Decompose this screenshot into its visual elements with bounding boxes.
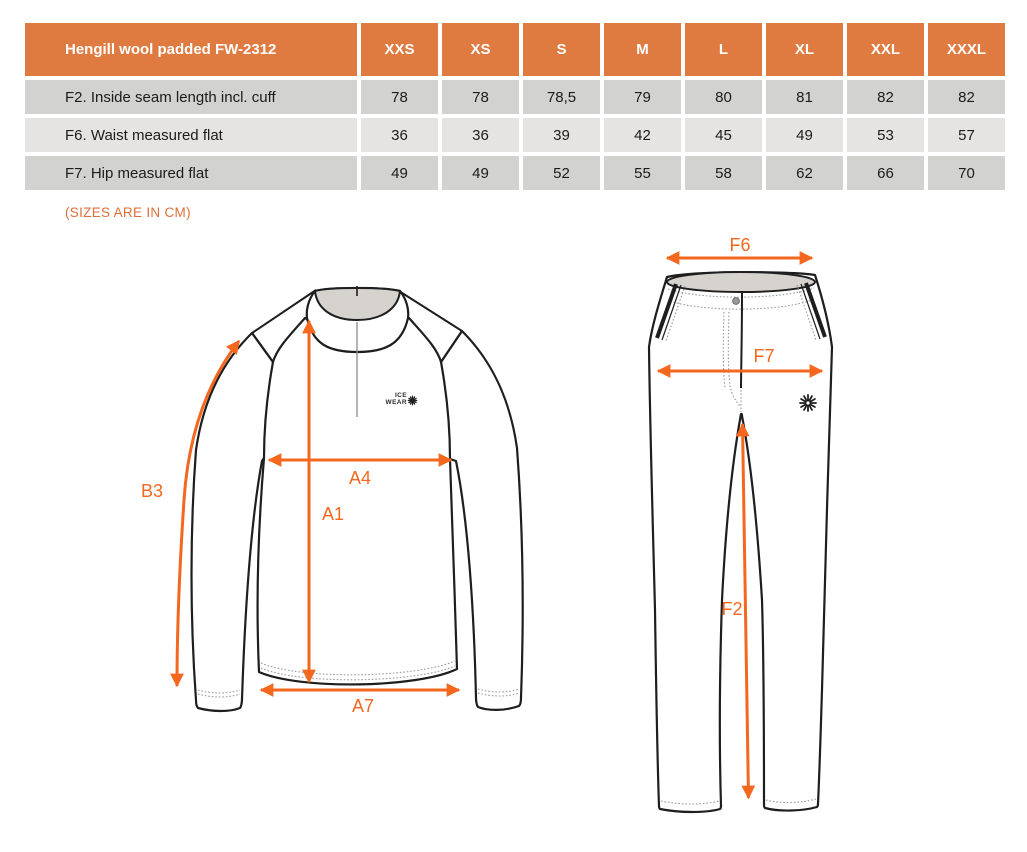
measurement-value: 55	[604, 156, 681, 190]
measurement-value: 36	[361, 118, 438, 152]
logo-line1: ICE	[394, 392, 407, 399]
table-title: Hengill wool padded FW-2312	[25, 23, 357, 76]
measurement-row-label: F6. Waist measured flat	[25, 118, 357, 152]
a1-label: A1	[321, 504, 345, 524]
a4-label: A4	[348, 468, 372, 488]
measurement-value: 66	[847, 156, 924, 190]
measurement-value: 82	[928, 80, 1005, 114]
size-header-xxl: XXL	[847, 23, 924, 76]
measurement-value: 70	[928, 156, 1005, 190]
pants-diagram	[615, 228, 960, 848]
measurement-value: 39	[523, 118, 600, 152]
measurement-value: 78,5	[523, 80, 600, 114]
size-header-xxs: XXS	[361, 23, 438, 76]
units-note: (SIZES ARE IN CM)	[65, 205, 191, 220]
measurement-value: 78	[361, 80, 438, 114]
measurement-value: 58	[685, 156, 762, 190]
f6-label: F6	[729, 235, 751, 255]
measurement-value: 79	[604, 80, 681, 114]
logo-line2: WEAR	[385, 399, 407, 406]
size-header-xl: XL	[766, 23, 843, 76]
f2-arrow	[743, 424, 749, 798]
measurement-value: 36	[442, 118, 519, 152]
size-header-s: S	[523, 23, 600, 76]
size-header-m: M	[604, 23, 681, 76]
measurement-row-label: F2. Inside seam length incl. cuff	[25, 80, 357, 114]
measurement-value: 78	[442, 80, 519, 114]
waist-button	[733, 298, 740, 305]
measurement-value: 53	[847, 118, 924, 152]
measurement-value: 49	[442, 156, 519, 190]
f7-label: F7	[753, 346, 775, 366]
measurement-value: 49	[361, 156, 438, 190]
measurement-value: 62	[766, 156, 843, 190]
size-table	[25, 23, 1005, 190]
b3-label: B3	[140, 481, 164, 501]
measurement-value: 45	[685, 118, 762, 152]
size-header-l: L	[685, 23, 762, 76]
measurement-value: 82	[847, 80, 924, 114]
size-header-xxxl: XXXL	[928, 23, 1005, 76]
waistband-opening	[667, 272, 815, 292]
size-header-xs: XS	[442, 23, 519, 76]
measurement-row-label: F7. Hip measured flat	[25, 156, 357, 190]
a7-label: A7	[351, 696, 375, 716]
measurement-value: 49	[766, 118, 843, 152]
measurement-value: 52	[523, 156, 600, 190]
measurement-value: 42	[604, 118, 681, 152]
measurement-value: 80	[685, 80, 762, 114]
measurement-value: 81	[766, 80, 843, 114]
measurement-value: 57	[928, 118, 1005, 152]
sweater-diagram	[130, 235, 550, 735]
f2-label: F2	[721, 599, 743, 619]
